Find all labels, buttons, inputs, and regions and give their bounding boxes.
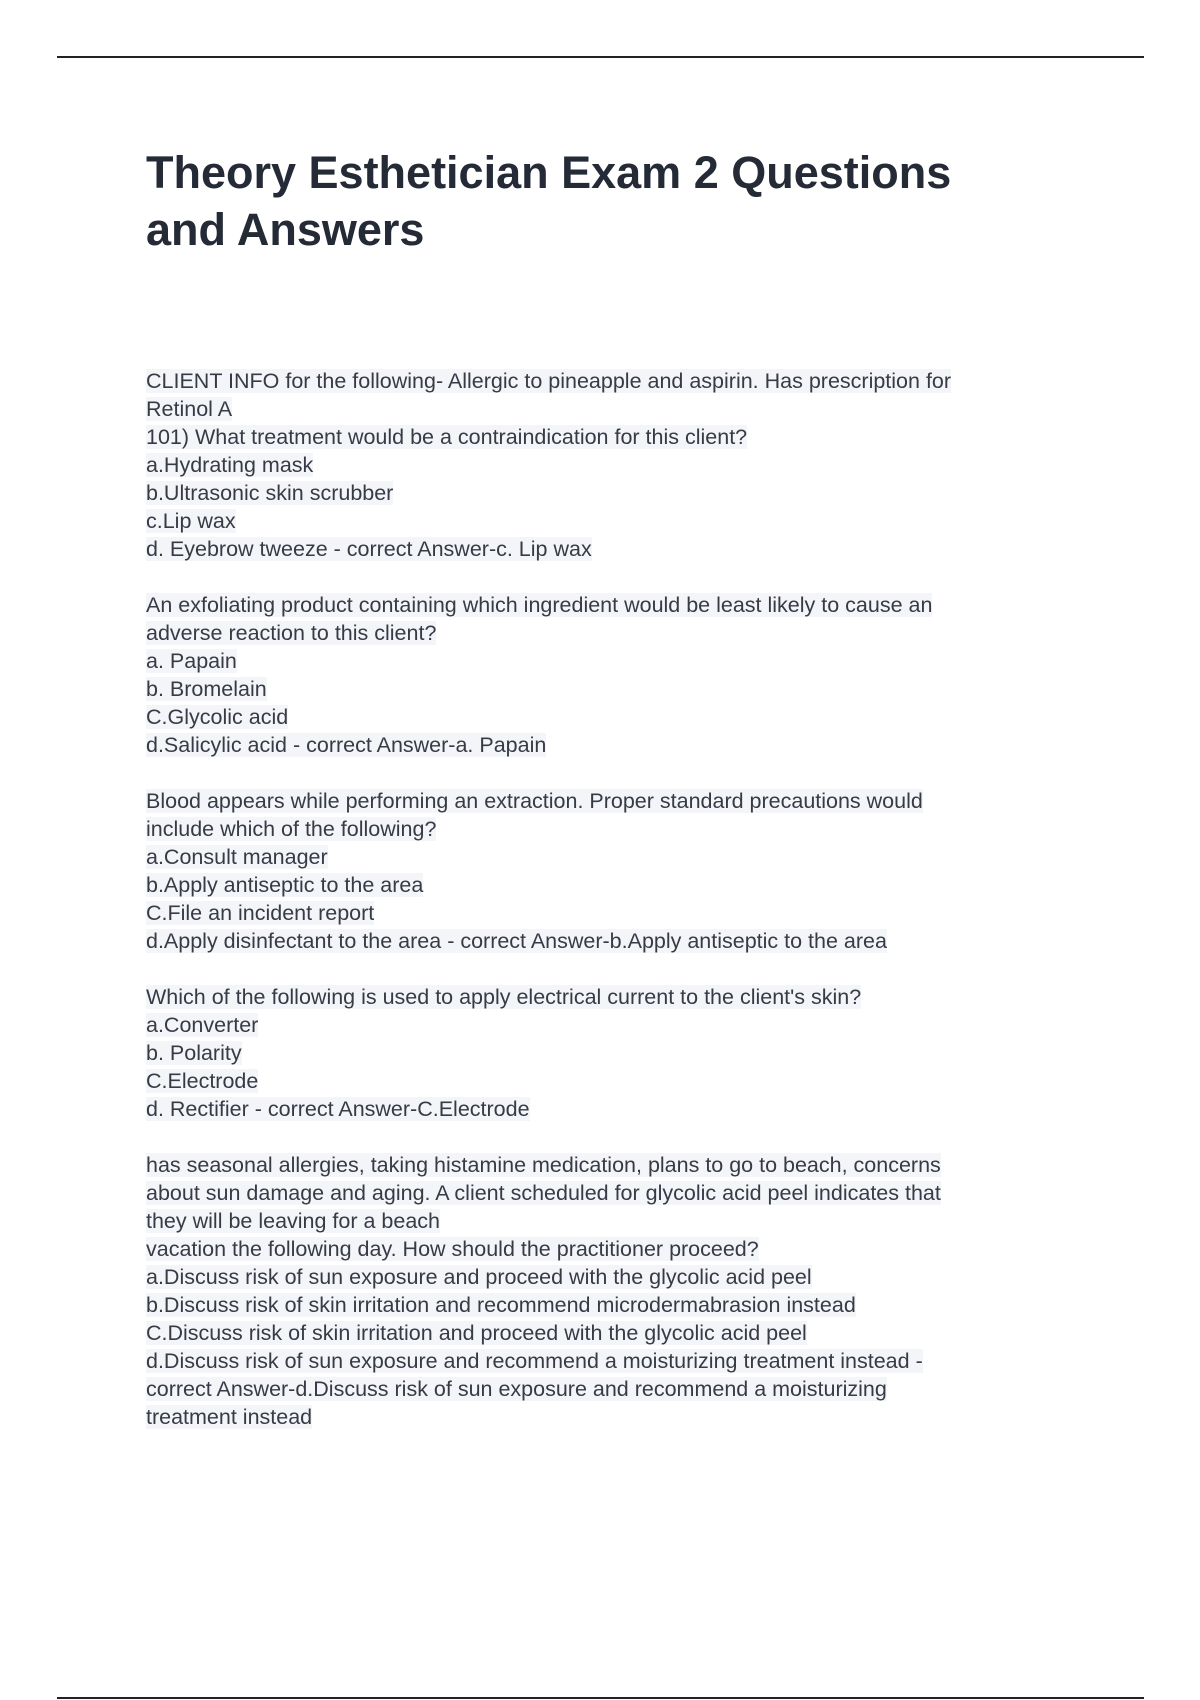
question-line-text: a.Discuss risk of sun exposure and proceed with the glycolic acid peel	[146, 1265, 812, 1289]
question-line-text: c.Lip wax	[146, 509, 236, 533]
question-line-text: include which of the following?	[146, 817, 437, 841]
question-line-text: 101) What treatment would be a contraindication for this client?	[146, 425, 748, 449]
question-line	[146, 731, 1106, 759]
question-line-text: C.Glycolic acid	[146, 705, 289, 729]
question-line-text: b.Ultrasonic skin scrubber	[146, 481, 394, 505]
question-line-text: Which of the following is used to apply electrical current to the client's skin?	[146, 985, 862, 1009]
qa-content	[146, 367, 1106, 1459]
question-line	[146, 675, 1106, 703]
question-line	[146, 647, 1106, 675]
question-line-text: a. Papain	[146, 649, 237, 673]
question-line	[146, 843, 1106, 871]
question-line-text: d.Salicylic acid - correct Answer-a. Papain	[146, 733, 547, 757]
question-line	[146, 899, 1106, 927]
question-line	[146, 927, 1106, 955]
question-line	[146, 423, 1106, 451]
question-line-text: b.Discuss risk of skin irritation and recommend microdermabrasion instead	[146, 1293, 856, 1317]
question-line	[146, 591, 1106, 619]
question-line	[146, 367, 1106, 395]
title-line: and Answers	[146, 204, 425, 255]
question-block	[146, 787, 1106, 955]
question-line	[146, 1179, 1106, 1207]
question-line-text: C.Discuss risk of skin irritation and proceed with the glycolic acid peel	[146, 1321, 807, 1345]
question-block	[146, 591, 1106, 759]
question-line	[146, 703, 1106, 731]
question-line	[146, 451, 1106, 479]
question-line	[146, 1235, 1106, 1263]
top-divider	[57, 56, 1144, 58]
question-line	[146, 479, 1106, 507]
question-line-text: b. Polarity	[146, 1041, 242, 1065]
question-line-text: correct Answer-d.Discuss risk of sun exposure and recommend a moisturizing	[146, 1377, 887, 1401]
bottom-divider	[57, 1697, 1144, 1699]
question-line	[146, 815, 1106, 843]
question-line	[146, 1011, 1106, 1039]
question-line-text: has seasonal allergies, taking histamine medication, plans to go to beach, concerns	[146, 1153, 941, 1177]
question-line-text: a.Consult manager	[146, 845, 328, 869]
question-line	[146, 1375, 1106, 1403]
question-line	[146, 1347, 1106, 1375]
page-title	[146, 144, 1106, 258]
question-line	[146, 983, 1106, 1011]
question-line-text: An exfoliating product containing which ingredient would be least likely to cause an	[146, 593, 933, 617]
question-block	[146, 983, 1106, 1123]
question-line-text: b.Apply antiseptic to the area	[146, 873, 424, 897]
question-line-text: treatment instead	[146, 1405, 313, 1429]
question-line-text: vacation the following day. How should the practitioner proceed?	[146, 1237, 759, 1261]
question-line	[146, 1039, 1106, 1067]
question-line	[146, 1403, 1106, 1431]
question-line-text: a.Hydrating mask	[146, 453, 314, 477]
question-block	[146, 1151, 1106, 1431]
question-block	[146, 367, 1106, 563]
question-line-text: adverse reaction to this client?	[146, 621, 437, 645]
question-line-text: d.Discuss risk of sun exposure and recommend a moisturizing treatment instead -	[146, 1349, 923, 1373]
question-line-text: d. Rectifier - correct Answer-C.Electrode	[146, 1097, 530, 1121]
question-line-text: C.File an incident report	[146, 901, 375, 925]
question-line	[146, 619, 1106, 647]
question-line	[146, 1151, 1106, 1179]
question-line-text: Blood appears while performing an extraction. Proper standard precautions would	[146, 789, 923, 813]
question-line	[146, 1095, 1106, 1123]
question-line	[146, 395, 1106, 423]
question-line	[146, 1067, 1106, 1095]
question-line-text: d. Eyebrow tweeze - correct Answer-c. Lip wax	[146, 537, 592, 561]
title-line: Theory Esthetician Exam 2 Questions	[146, 147, 952, 198]
question-line-text: d.Apply disinfectant to the area - correct Answer-b.Apply antiseptic to the area	[146, 929, 887, 953]
question-line-text: CLIENT INFO for the following- Allergic to pineapple and aspirin. Has prescription for	[146, 369, 952, 393]
question-line-text: a.Converter	[146, 1013, 259, 1037]
question-line-text: b. Bromelain	[146, 677, 267, 701]
question-line-text: they will be leaving for a beach	[146, 1209, 441, 1233]
question-line	[146, 535, 1106, 563]
question-line	[146, 507, 1106, 535]
question-line-text: about sun damage and aging. A client scheduled for glycolic acid peel indicates that	[146, 1181, 941, 1205]
question-line-text: C.Electrode	[146, 1069, 259, 1093]
question-line	[146, 1291, 1106, 1319]
question-line	[146, 787, 1106, 815]
question-line	[146, 871, 1106, 899]
question-line	[146, 1263, 1106, 1291]
question-line-text: Retinol A	[146, 397, 233, 421]
question-line	[146, 1319, 1106, 1347]
question-line	[146, 1207, 1106, 1235]
